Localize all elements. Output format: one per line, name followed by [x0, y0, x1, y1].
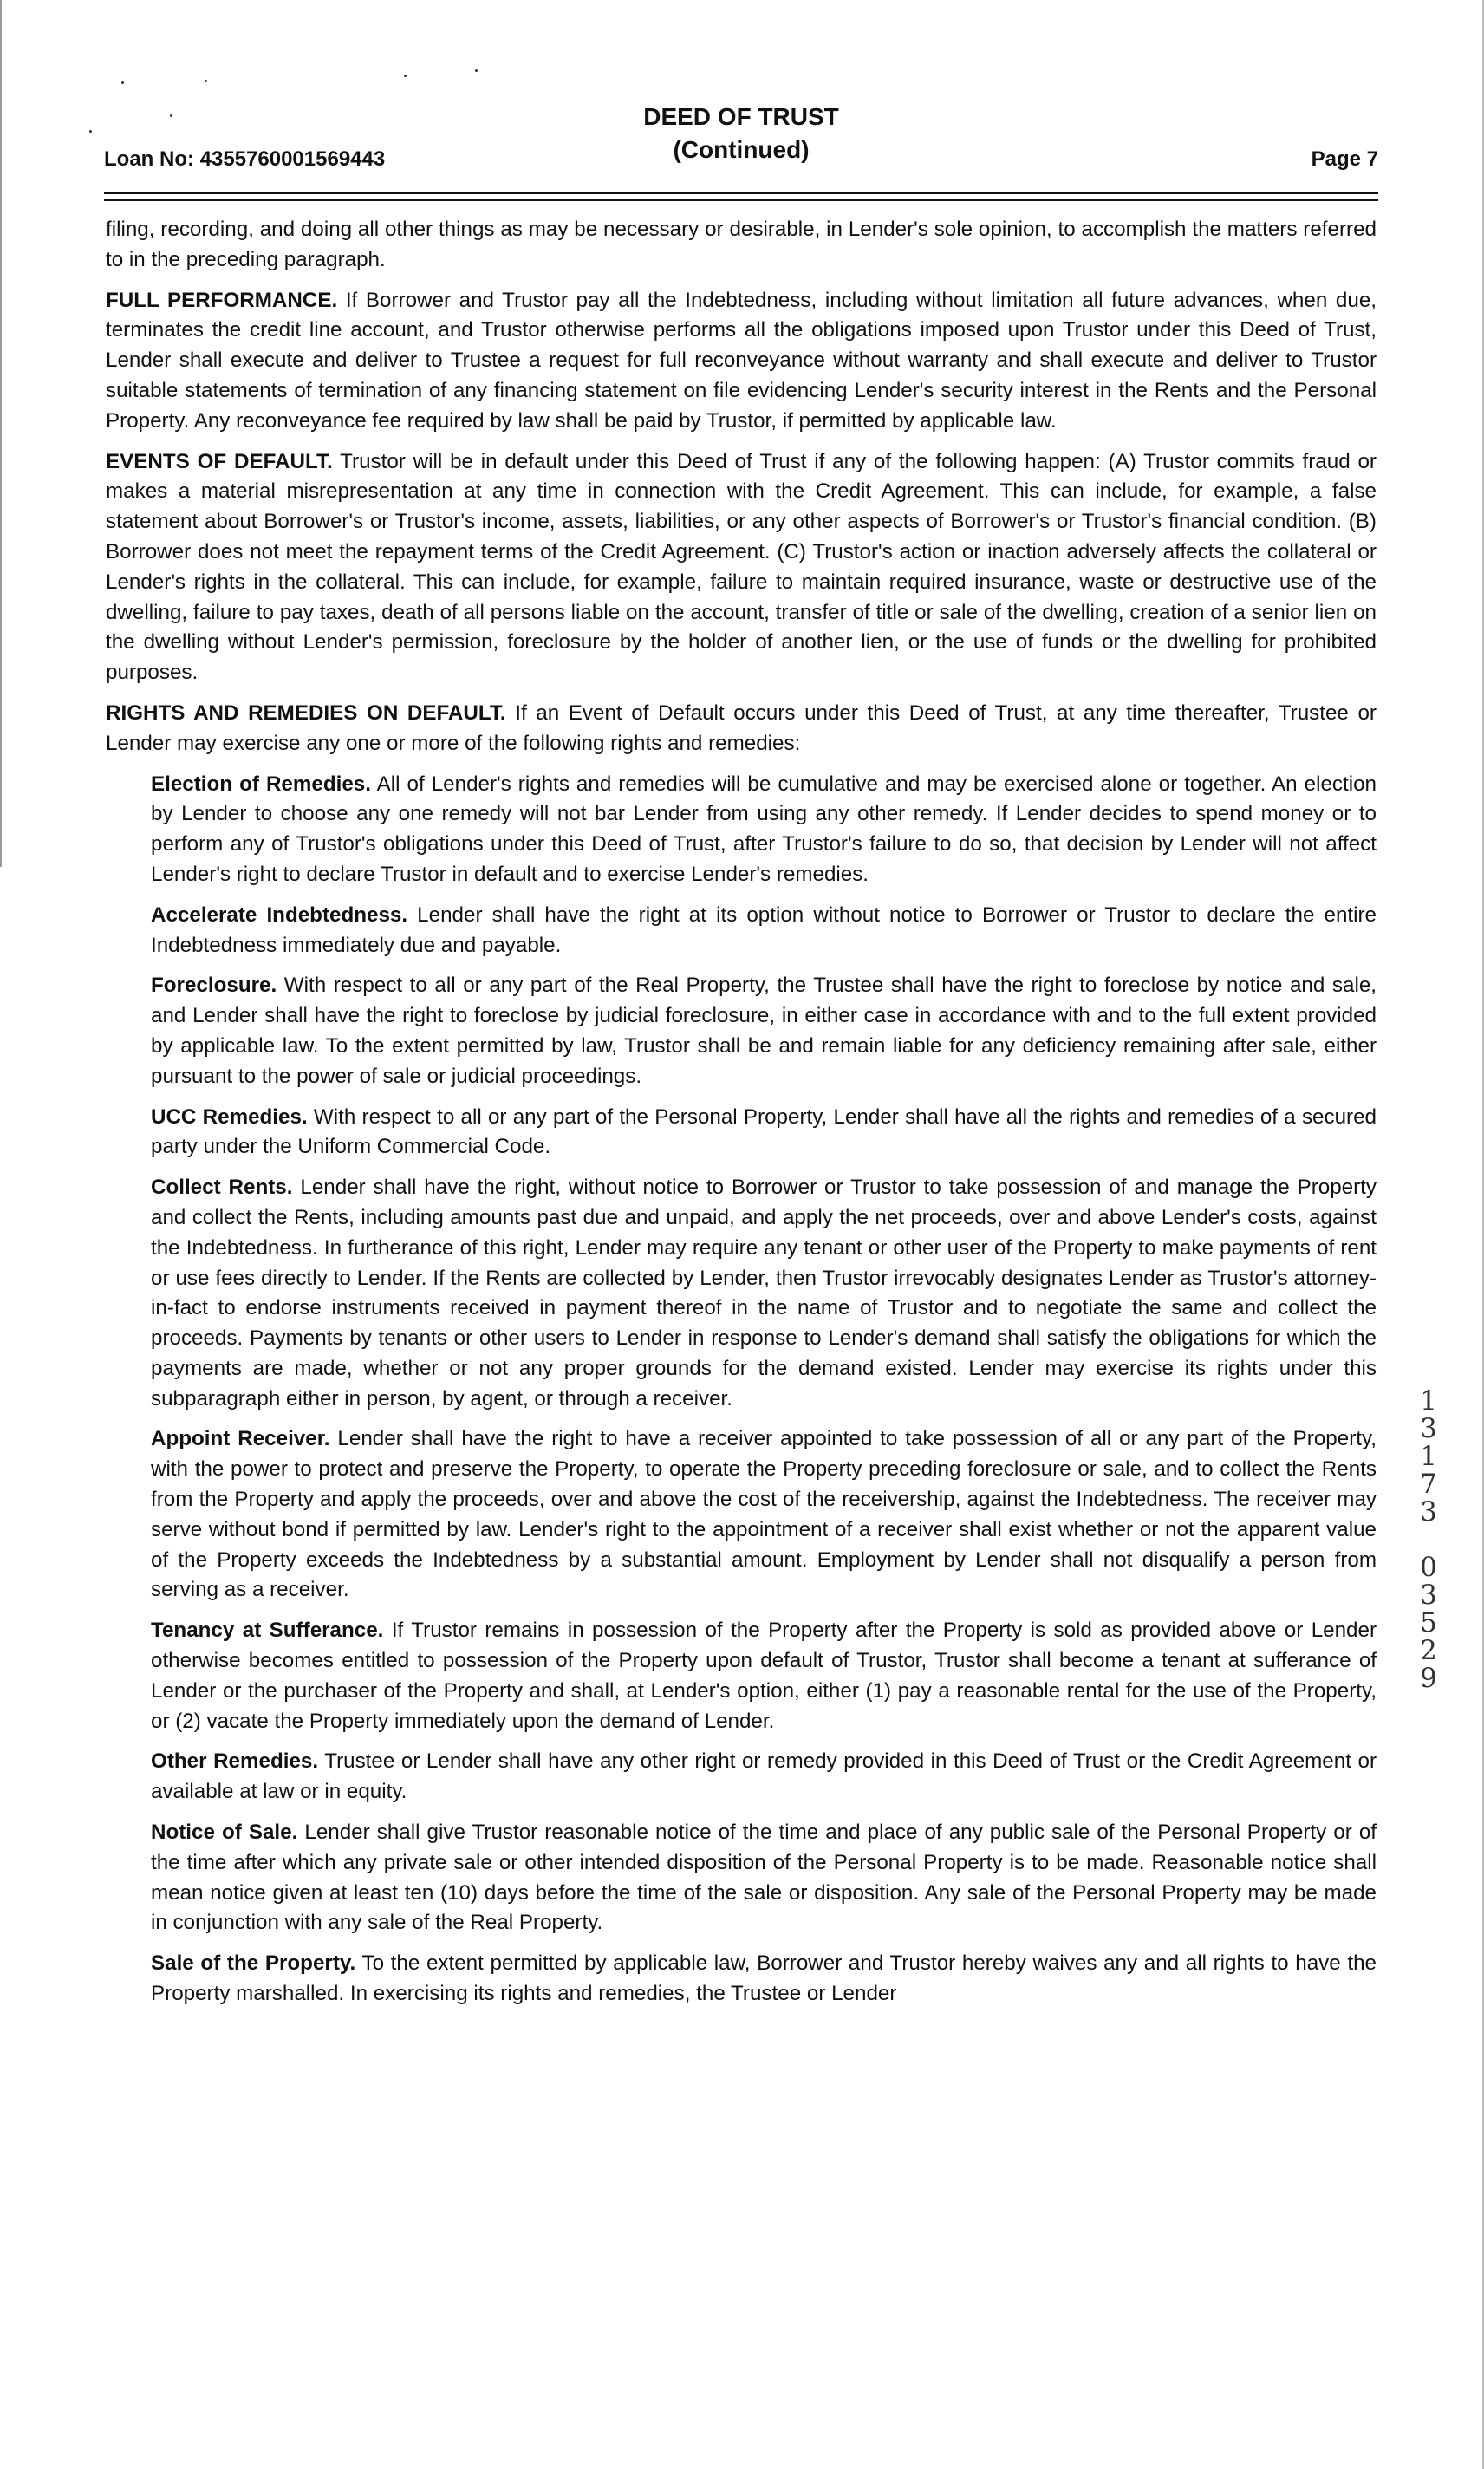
subsection-heading: Accelerate Indebtedness.	[151, 902, 408, 927]
subsection-other-remedies	[151, 1747, 1377, 1808]
scan-speck	[89, 130, 92, 133]
document-body	[106, 215, 1377, 2020]
stamp-char: 1	[1420, 1385, 1437, 1417]
paragraph-text: With respect to all or any part of the Real Property, the Trustee shall have the right to foreclose by notice and sale, and Lender shall have the right to foreclose by judicial foreclosure, in either case in accordance with and to the full extent provided by applicable law. To the extent permitted by law, Trustor shall be and remain liable for any deficiency remaining after sale, either pursuant to the power of sale or judicial proceedings.	[151, 974, 1377, 1088]
paragraph-text: Lender shall have the right, without notice to Borrower or Trustor to take possession of and manage the Property and collect the Rents, including amounts past due and unpaid, and apply the net proceeds, over and above Lender's costs, against the Indebtedness. In furtherance of this right, Lender may require any tenant or other user of the Property to make payments of rent or use fees directly to Lender. If the Rents are collected by Lender, then Trustor irrevocably designates Lender as Trustor's attorney-in-fact to endorse instruments received in payment thereof in the name of Trustor and to negotiate the same and collect the proceeds. Payments by tenants or other users to Lender in response to Lender's demand shall satisfy the obligations for which the payments are made, whether or not any proper grounds for the demand existed. Lender may exercise its rights under this subparagraph either in person, by agent, or through a receiver.	[151, 1176, 1377, 1410]
subsection-ucc-remedies	[151, 1103, 1377, 1163]
subsection-collect-rents	[151, 1173, 1377, 1414]
scan-speck	[205, 80, 207, 82]
subsection-heading: UCC Remedies.	[151, 1104, 308, 1129]
subsection-foreclosure	[151, 971, 1377, 1091]
subsection-heading: Election of Remedies.	[151, 772, 371, 796]
section-heading: RIGHTS AND REMEDIES ON DEFAULT.	[106, 700, 506, 725]
paragraph-text: To the extent permitted by applicable law, Borrower and Trustor hereby waives any and all rights to have the Property marshalled. In exercising its rights and remedies, the Trustee or Lender	[151, 1951, 1377, 2006]
header-rule-bottom	[104, 199, 1378, 201]
stamp-char: 3	[1420, 1580, 1437, 1611]
margin-recording-stamp	[1411, 1387, 1446, 1692]
paragraph-text: Trustor will be in default under this Deed of Trust if any of the following happen: (A) Trustor commits fraud or makes a material misrepresentation at any time in connection with the Credit Agreement. This can include, for example, a false statement about Borrower's or Trustor's income, assets, liabilities, or any other aspects of Borrower's or Trustor's financial condition. (B) Borrower does not meet the repayment terms of the Credit Agreement. (C) Trustor's action or inaction adversely affects the collateral or Lender's rights in the collateral. This can include, for example, failure to maintain required insurance, waste or destructive use of the dwelling, failure to pay taxes, death of all persons liable on the account, transfer of title or sale of the dwelling, creation of a senior lien on the dwelling without Lender's permission, foreclosure by the holder of another lien, or the use of funds or the dwelling for prohibited purposes.	[106, 449, 1377, 685]
section-heading: EVENTS OF DEFAULT.	[106, 449, 333, 473]
header-rule-top	[104, 192, 1378, 194]
paragraph-text: If Borrower and Trustor pay all the Indebtedness, including without limitation all future advances, when due, terminates the credit line account, and Trustor otherwise performs all the obligations imposed upon Trustor under this Deed of Trust, Lender shall execute and deliver to Trustee a request for full reconveyance without warranty and shall execute and deliver to Trustor suitable statements of termination of any financing statement on file evidencing Lender's security interest in the Rents and the Personal Property. Any reconveyance fee required by law shall be paid by Trustor, if permitted by applicable law.	[106, 288, 1377, 433]
stamp-char: 9	[1420, 1663, 1437, 1694]
subsection-heading: Foreclosure.	[151, 974, 277, 998]
scan-edge-left	[0, 0, 2, 867]
section-heading: FULL PERFORMANCE.	[106, 288, 338, 312]
section-rights-and-remedies	[106, 699, 1377, 759]
paragraph-continuation	[106, 215, 1377, 276]
stamp-char: 3	[1420, 1496, 1437, 1528]
paragraph-text: Trustee or Lender shall have any other right or remedy provided in this Deed of Trust or the Credit Agreement or available at law or in equity.	[151, 1749, 1377, 1804]
subsection-heading: Appoint Receiver.	[151, 1427, 330, 1451]
stamp-char: 7	[1420, 1469, 1437, 1500]
stamp-char: 1	[1420, 1441, 1437, 1472]
stamp-char: 5	[1420, 1607, 1437, 1638]
page-number: Page 7	[1311, 147, 1378, 171]
section-full-performance	[106, 286, 1377, 437]
subsection-heading: Other Remedies.	[151, 1749, 319, 1774]
subsection-sale-of-property	[151, 1949, 1377, 2010]
scan-speck	[121, 81, 124, 84]
subsection-notice-of-sale	[151, 1818, 1377, 1938]
paragraph-text: All of Lender's rights and remedies will be cumulative and may be exercised alone or together. An election by Lender to choose any one remedy will not bar Lender from using any other remedy. If Lender decides to spend money or to perform any of Trustor's obligations under this Deed of Trust, after Trustor's failure to do so, that decision by Lender will not affect Lender's right to declare Trustor in default and to exercise Lender's remedies.	[151, 772, 1377, 886]
subsection-heading: Tenancy at Sufferance.	[151, 1619, 384, 1643]
scan-speck	[404, 75, 407, 77]
title-line-1: DEED OF TRUST	[643, 103, 839, 130]
title-line-2: (Continued)	[673, 136, 810, 163]
page-header	[104, 97, 1378, 172]
paragraph-text: filing, recording, and doing all other things as may be necessary or desirable, in Lender's sole opinion, to accomplish the matters referred to in the preceding paragraph.	[106, 218, 1377, 271]
paragraph-text: With respect to all or any part of the Personal Property, Lender shall have all the rights and remedies of a secured party under the Uniform Commercial Code.	[151, 1104, 1377, 1159]
scan-speck	[475, 69, 478, 72]
stamp-char: 0	[1420, 1552, 1437, 1583]
subsection-heading: Collect Rents.	[151, 1176, 293, 1200]
subsection-tenancy-at-sufferance	[151, 1616, 1377, 1736]
document-title	[104, 101, 1378, 166]
subsection-heading: Sale of the Property.	[151, 1951, 356, 1976]
subsection-appoint-receiver	[151, 1424, 1377, 1606]
paragraph-text: If an Event of Default occurs under this Deed of Trust, at any time thereafter, Trustee or Lender may exercise any one or more of the following rights and remedies:	[106, 700, 1377, 755]
paragraph-text: If Trustor remains in possession of the Property after the Property is sold as provided above or Lender otherwise becomes entitled to possession of the Property upon default of Trustor, Trustor shall become a tenant at sufferance of Lender or the purchaser of the Property and shall, at Lender's option, either (1) pay a reasonable rental for the use of the Property, or (2) vacate the Property immediately upon the demand of Lender.	[151, 1619, 1377, 1733]
subsection-heading: Notice of Sale.	[151, 1821, 298, 1845]
loan-number: Loan No: 4355760001569443	[104, 147, 386, 171]
paragraph-text: Lender shall have the right at its option without notice to Borrower or Trustor to declare the entire Indebtedness immediately due and payable.	[151, 902, 1377, 957]
paragraph-text: Lender shall have the right to have a receiver appointed to take possession of all or any part of the Property, with the power to protect and preserve the Property, to operate the Property preceding foreclosure or sale, and to collect the Rents from the Property and apply the proceeds, over and above the cost of the receivership, against the Indebtedness. The receiver may serve without bond if permitted by law. Lender's right to the appointment of a receiver shall exist whether or not the apparent value of the Property exceeds the Indebtedness by a substantial amount. Employment by Lender shall not disqualify a person from serving as a receiver.	[151, 1427, 1377, 1602]
stamp-char: 2	[1420, 1635, 1437, 1666]
subsection-accelerate-indebtedness	[151, 901, 1377, 961]
stamp-char: 3	[1420, 1413, 1437, 1444]
subsection-election-of-remedies	[151, 770, 1377, 890]
section-events-of-default	[106, 447, 1377, 688]
stamp-gap	[1411, 1526, 1446, 1554]
paragraph-text: Lender shall give Trustor reasonable notice of the time and place of any public sale of the Personal Property or of the time after which any private sale or other intended disposition of the Personal Property is to be made. Reasonable notice shall mean notice given at least ten (10) days before the time of the sale or disposition. Any sale of the Personal Property may be made in conjunction with any sale of the Real Property.	[151, 1821, 1377, 1935]
